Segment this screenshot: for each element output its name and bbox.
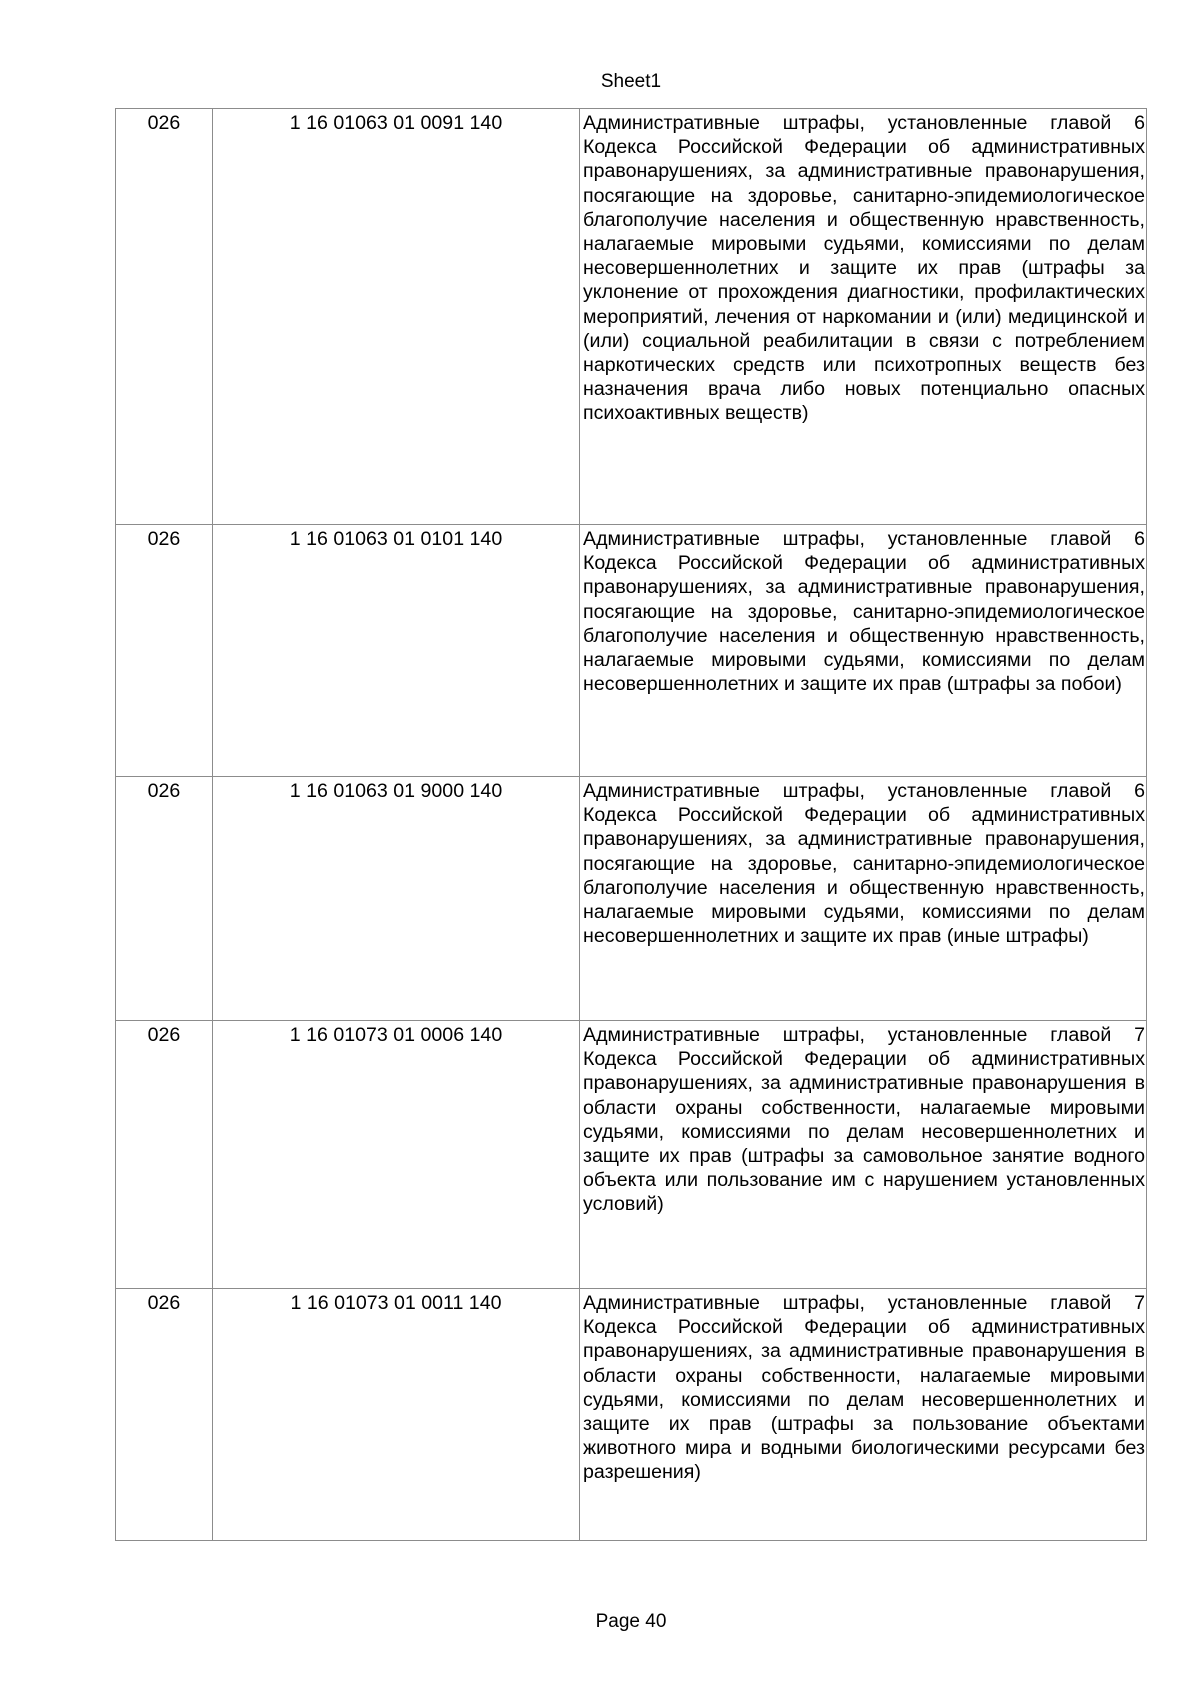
kbk-code: 1 16 01063 01 0101 140 [289,528,503,550]
table-row [116,109,1147,525]
description-text: Административные штрафы, установленные главой 6 Кодекса Российской Федерации об административных правонарушениях, за административные правонарушения, посягающие на здоровье, санитарно-эпидемиологическое благополучие населения и общественную нравственность, налагаемые мировыми судьями, комиссиями по делам несовершеннолетних и защите их прав (штрафы за побои) [583,528,1145,696]
table-row [116,525,1147,777]
description-cell [580,109,1147,525]
kbk-cell [213,1289,580,1541]
table-row [116,777,1147,1021]
description-cell [580,525,1147,777]
kbk-code: 1 16 01073 01 0006 140 [289,1024,503,1046]
description-cell [580,777,1147,1021]
admin-code: 026 [147,1292,181,1314]
description-cell [580,1021,1147,1289]
admin-code-cell [116,777,213,1021]
admin-code: 026 [147,528,181,550]
kbk-cell [213,777,580,1021]
admin-code-cell [116,1021,213,1289]
description-text: Административные штрафы, установленные главой 6 Кодекса Российской Федерации об административных правонарушениях, за административные правонарушения, посягающие на здоровье, санитарно-эпидемиологическое благополучие населения и общественную нравственность, налагаемые мировыми судьями, комиссиями по делам несовершеннолетних и защите их прав (иные штрафы) [583,780,1145,948]
description-cell [580,1289,1147,1541]
admin-code-cell [116,109,213,525]
sheet-title: Sheet1 [600,71,662,92]
description-text: Административные штрафы, установленные главой 6 Кодекса Российской Федерации об административных правонарушениях, за административные правонарушения, посягающие на здоровье, санитарно-эпидемиологическое благополучие населения и общественную нравственность, налагаемые мировыми судьями, комиссиями по делам несовершеннолетних и защите их прав (штрафы за уклонение от прохождения диагностики, профилактических мероприятий, лечения от наркомании и (или) медицинской и (или) социальной реабилитации в связи с потреблением наркотических средств или психотропных веществ без назначения врача либо новых потенциально опасных психоактивных веществ) [583,112,1145,425]
table-row [116,1289,1147,1541]
admin-code: 026 [147,112,181,134]
admin-code-cell [116,525,213,777]
description-text: Административные штрафы, установленные главой 7 Кодекса Российской Федерации об административных правонарушениях, за административные правонарушения в области охраны собственности, налагаемые мировыми судьями, комиссиями по делам несовершеннолетних и защите их прав (штрафы за пользование объектами животного мира и водными биологическими ресурсами без разрешения) [583,1292,1145,1484]
admin-code: 026 [147,780,181,802]
kbk-cell [213,109,580,525]
kbk-code: 1 16 01063 01 0091 140 [289,112,503,134]
kbk-cell [213,1021,580,1289]
description-text: Административные штрафы, установленные главой 7 Кодекса Российской Федерации об административных правонарушениях, за административные правонарушения в области охраны собственности, налагаемые мировыми судьями, комиссиями по делам несовершеннолетних и защите их прав (штрафы за самовольное занятие водного объекта или пользование им с нарушением установленных условий) [583,1024,1145,1216]
admin-code-cell [116,1289,213,1541]
page-number: Page 40 [595,1611,667,1632]
kbk-cell [213,525,580,777]
table-row [116,1021,1147,1289]
admin-code: 026 [147,1024,181,1046]
kbk-code: 1 16 01073 01 0011 140 [290,1292,502,1314]
kbk-code: 1 16 01063 01 9000 140 [289,780,503,802]
budget-codes-table [115,108,1147,1541]
